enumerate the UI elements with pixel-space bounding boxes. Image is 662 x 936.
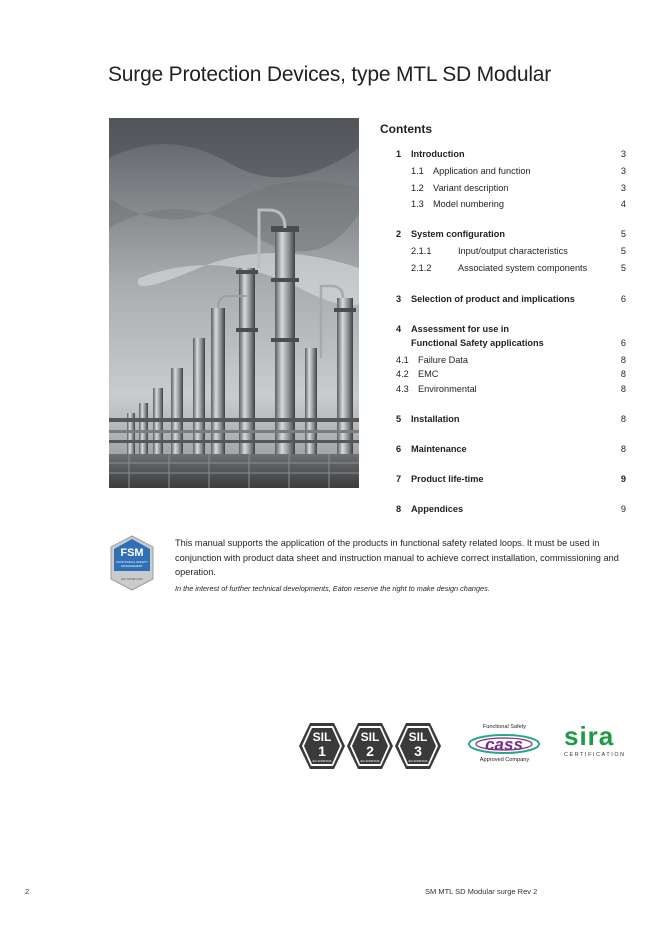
sira-word: sira bbox=[564, 721, 615, 751]
cass-subtitle: Approved Company bbox=[479, 757, 530, 763]
toc-entry-io-characteristics[interactable] bbox=[396, 243, 626, 259]
toc-title: Application and function bbox=[433, 166, 531, 176]
toc-page: 8 bbox=[620, 444, 626, 454]
toc-number: 5 bbox=[396, 414, 402, 424]
sira-subtitle: CERTIFICATION bbox=[564, 752, 626, 758]
toc-title: System configuration bbox=[411, 229, 505, 239]
toc-title: Product life-time bbox=[411, 474, 484, 484]
toc-number: 1.2 bbox=[411, 183, 424, 193]
toc-page: 8 bbox=[620, 369, 626, 379]
sil-level: 3 bbox=[414, 743, 422, 759]
sil-3-logo bbox=[395, 723, 441, 769]
toc-page: 8 bbox=[620, 384, 626, 394]
sil-logos bbox=[298, 722, 443, 770]
sil-level: 1 bbox=[318, 743, 326, 759]
toc-entry-installation[interactable] bbox=[396, 411, 626, 427]
toc-number: 4.3 bbox=[396, 384, 409, 394]
toc-page: 8 bbox=[620, 414, 626, 424]
contents-heading: Contents bbox=[380, 122, 432, 136]
sil-2-logo bbox=[347, 723, 393, 769]
toc-entry-maintenance[interactable] bbox=[396, 441, 626, 457]
fsm-line1: FUNCTIONAL SAFETY bbox=[116, 560, 148, 564]
toc-title: Selection of product and implications bbox=[411, 294, 575, 304]
toc-title: Variant description bbox=[433, 183, 509, 193]
sil-sub: IEC 61508:2010 bbox=[408, 760, 428, 763]
toc-title: Maintenance bbox=[411, 444, 467, 454]
toc-page: 3 bbox=[620, 149, 626, 159]
sil-label: SIL bbox=[312, 730, 332, 744]
toc-number: 1.1 bbox=[411, 166, 424, 176]
sira-logo bbox=[562, 721, 632, 762]
toc-number: 8 bbox=[396, 504, 402, 514]
refinery-photo bbox=[109, 118, 359, 488]
toc-entry-environmental[interactable] bbox=[396, 381, 626, 397]
toc-number: 4.1 bbox=[396, 355, 409, 365]
toc-page: 5 bbox=[620, 246, 626, 256]
toc-page: 8 bbox=[620, 355, 626, 365]
toc-number: 1 bbox=[396, 149, 402, 159]
fsm-abbr: FSM bbox=[120, 547, 144, 559]
toc-title: Input/output characteristics bbox=[458, 246, 568, 256]
toc-title: Installation bbox=[411, 414, 460, 424]
cass-word: cass bbox=[485, 735, 523, 754]
toc-entry-introduction[interactable] bbox=[396, 146, 626, 162]
footer-page-number: 2 bbox=[25, 887, 30, 896]
toc-page: 6 bbox=[620, 338, 626, 348]
toc-title: Assessment for use in bbox=[411, 324, 510, 334]
toc-page: 5 bbox=[620, 229, 626, 239]
toc-title: Associated system components bbox=[458, 263, 588, 273]
disclaimer-text: In the interest of further technical developments, Eaton reserve the right to make design changes. bbox=[175, 584, 490, 593]
toc-number: 4 bbox=[396, 324, 402, 334]
toc-entry-functional-safety[interactable] bbox=[396, 335, 626, 351]
toc-page: 5 bbox=[620, 263, 626, 273]
intro-paragraph: This manual supports the application of the products in functional safety related loops. It must be used in conjunction with product data sheet and instruction manual to achieve correct installation, commissioning and operation. bbox=[175, 538, 619, 577]
cass-logo bbox=[467, 724, 542, 766]
toc-entry-system-configuration[interactable] bbox=[396, 226, 626, 242]
toc-number: 4.2 bbox=[396, 369, 409, 379]
toc-entry-model-numbering[interactable] bbox=[396, 196, 626, 212]
toc-page: 3 bbox=[620, 183, 626, 193]
toc-entry-product-lifetime[interactable] bbox=[396, 471, 626, 487]
toc-page: 6 bbox=[620, 294, 626, 304]
sil-sub: IEC 61508:2010 bbox=[312, 760, 332, 763]
toc-entry-selection[interactable] bbox=[396, 291, 626, 307]
toc-title: Introduction bbox=[411, 149, 465, 159]
fsm-line2: MANAGEMENT bbox=[121, 564, 143, 568]
toc-page: 4 bbox=[620, 199, 626, 209]
sil-label: SIL bbox=[408, 730, 428, 744]
toc-title: Appendices bbox=[411, 504, 464, 514]
toc-entry-variant[interactable] bbox=[396, 180, 626, 196]
toc-page: 3 bbox=[620, 166, 626, 176]
toc-number: 1.3 bbox=[411, 199, 424, 209]
toc-title: Model numbering bbox=[433, 199, 504, 209]
toc-page: 9 bbox=[620, 504, 626, 514]
toc-number: 2.1.1 bbox=[411, 246, 432, 256]
fsm-line3: IEC 61508:2010 bbox=[121, 577, 143, 581]
cass-title: Functional Safety bbox=[482, 724, 527, 730]
toc-number: 2.1.2 bbox=[411, 263, 432, 273]
toc-entry-associated-components[interactable] bbox=[396, 260, 626, 276]
page-title: Surge Protection Devices, type MTL SD Modular bbox=[108, 63, 552, 86]
toc-number: 2 bbox=[396, 229, 402, 239]
toc-entry-emc[interactable] bbox=[396, 366, 626, 382]
toc-title: Failure Data bbox=[418, 355, 469, 365]
toc-title: Environmental bbox=[418, 384, 477, 394]
toc-page: 9 bbox=[620, 474, 626, 484]
footer-doc-ref: SM MTL SD Modular surge Rev 2 bbox=[425, 887, 538, 896]
toc-title: EMC bbox=[418, 369, 439, 379]
toc-entry-application[interactable] bbox=[396, 163, 626, 179]
toc-entry-appendices[interactable] bbox=[396, 501, 626, 517]
fsm-badge-icon bbox=[109, 535, 155, 591]
sil-1-logo bbox=[299, 723, 345, 769]
sil-label: SIL bbox=[360, 730, 380, 744]
sil-level: 2 bbox=[366, 743, 374, 759]
sil-sub: IEC 61508:2010 bbox=[360, 760, 380, 763]
toc-number: 3 bbox=[396, 294, 402, 304]
toc-number: 7 bbox=[396, 474, 402, 484]
toc-title: Functional Safety applications bbox=[411, 338, 544, 348]
toc-number: 6 bbox=[396, 444, 402, 454]
